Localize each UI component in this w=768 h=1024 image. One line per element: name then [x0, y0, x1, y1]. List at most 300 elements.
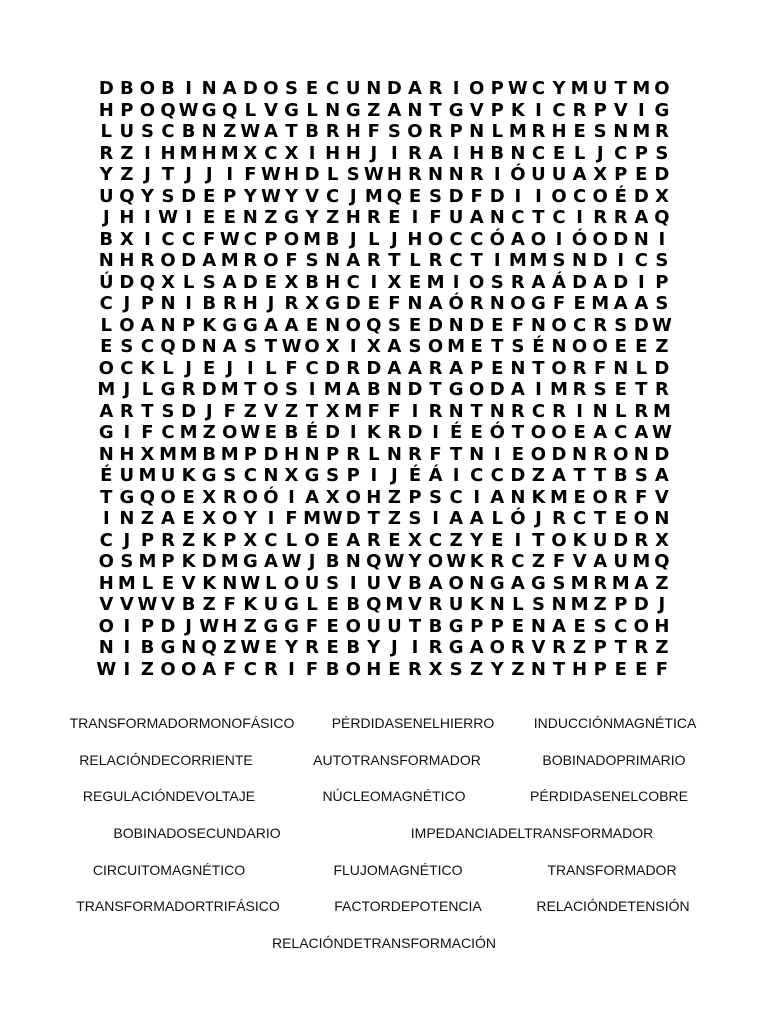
grid-letter[interactable]: R — [490, 551, 505, 572]
grid-letter[interactable]: I — [288, 658, 295, 680]
grid-letter[interactable]: C — [614, 615, 628, 637]
grid-letter[interactable]: E — [203, 185, 216, 207]
grid-letter[interactable]: X — [654, 529, 669, 551]
grid-letter[interactable]: S — [593, 121, 607, 142]
grid-letter[interactable]: I — [123, 615, 131, 637]
grid-letter[interactable]: M — [385, 594, 404, 615]
grid-letter[interactable]: T — [161, 164, 175, 185]
grid-letter[interactable]: E — [388, 529, 401, 551]
grid-letter[interactable]: G — [98, 422, 114, 443]
grid-letter[interactable]: O — [633, 508, 649, 529]
grid-letter[interactable]: Y — [367, 637, 381, 658]
grid-letter[interactable]: R — [428, 250, 443, 271]
grid-letter[interactable]: U — [613, 551, 629, 572]
grid-letter[interactable]: E — [635, 336, 648, 357]
grid-letter[interactable]: A — [346, 250, 361, 271]
grid-letter[interactable]: O — [427, 336, 444, 357]
grid-letter[interactable]: D — [242, 78, 258, 99]
grid-letter[interactable]: I — [432, 508, 439, 529]
grid-letter[interactable]: L — [162, 357, 174, 379]
grid-letter[interactable]: N — [489, 207, 505, 228]
grid-letter[interactable]: C — [449, 486, 463, 508]
grid-letter[interactable]: A — [449, 508, 464, 529]
grid-letter[interactable]: U — [119, 465, 135, 486]
grid-letter[interactable]: N — [633, 228, 649, 250]
grid-letter[interactable]: O — [283, 572, 300, 594]
grid-letter[interactable]: J — [596, 142, 604, 164]
grid-letter[interactable]: N — [345, 551, 361, 572]
grid-letter[interactable]: A — [634, 572, 649, 594]
grid-letter[interactable]: R — [510, 637, 525, 658]
grid-letter[interactable]: C — [181, 228, 196, 250]
grid-letter[interactable]: I — [144, 142, 151, 164]
grid-letter[interactable]: M — [611, 572, 630, 594]
grid-letter[interactable]: M — [220, 551, 239, 572]
grid-letter[interactable]: O — [551, 185, 567, 207]
grid-letter[interactable]: U — [448, 207, 464, 228]
grid-letter[interactable]: Z — [573, 637, 587, 658]
grid-letter[interactable]: D — [242, 271, 258, 293]
grid-letter[interactable]: H — [551, 121, 567, 142]
grid-letter[interactable]: H — [469, 142, 485, 164]
grid-letter[interactable]: N — [119, 508, 135, 529]
grid-letter[interactable]: A — [572, 164, 587, 185]
grid-letter[interactable]: X — [140, 443, 155, 465]
grid-letter[interactable]: O — [160, 486, 176, 508]
grid-letter[interactable]: D — [654, 443, 670, 465]
grid-letter[interactable]: C — [470, 228, 484, 250]
grid-letter[interactable]: W — [384, 551, 405, 572]
grid-letter[interactable]: J — [123, 293, 131, 314]
grid-letter[interactable]: R — [552, 508, 566, 529]
grid-letter[interactable]: N — [263, 465, 279, 486]
grid-letter[interactable]: E — [367, 293, 380, 314]
grid-letter[interactable]: X — [284, 465, 299, 486]
grid-letter[interactable]: C — [99, 293, 113, 314]
grid-letter[interactable]: N — [551, 594, 567, 615]
grid-letter[interactable]: P — [614, 164, 628, 185]
grid-letter[interactable]: S — [285, 78, 298, 99]
grid-letter[interactable]: G — [284, 99, 299, 121]
grid-letter[interactable]: O — [242, 486, 258, 508]
grid-letter[interactable]: O — [427, 228, 444, 250]
grid-letter[interactable]: A — [490, 486, 505, 508]
grid-letter[interactable]: W — [260, 185, 281, 207]
grid-letter[interactable]: P — [593, 658, 607, 680]
grid-letter[interactable]: J — [267, 293, 275, 314]
grid-letter[interactable]: Z — [140, 508, 154, 529]
grid-letter[interactable]: X — [243, 529, 258, 551]
grid-letter[interactable]: X — [284, 142, 299, 164]
grid-letter[interactable]: L — [491, 121, 504, 142]
grid-letter[interactable]: C — [552, 99, 566, 121]
grid-letter[interactable]: W — [363, 164, 384, 185]
grid-letter[interactable]: R — [366, 250, 381, 271]
grid-letter[interactable]: Q — [386, 185, 403, 207]
grid-letter[interactable]: L — [368, 228, 380, 250]
grid-letter[interactable]: E — [491, 314, 504, 336]
grid-letter[interactable]: P — [593, 637, 607, 658]
grid-letter[interactable]: R — [325, 121, 340, 142]
grid-letter[interactable]: I — [123, 422, 131, 443]
grid-letter[interactable]: N — [304, 443, 320, 465]
grid-letter[interactable]: J — [349, 185, 357, 207]
grid-letter[interactable]: N — [201, 121, 217, 142]
grid-letter[interactable]: P — [614, 594, 628, 615]
grid-letter[interactable]: D — [489, 379, 505, 400]
grid-letter[interactable]: I — [576, 207, 583, 228]
grid-letter[interactable]: N — [530, 314, 546, 336]
grid-letter[interactable]: B — [140, 637, 155, 658]
grid-letter[interactable]: C — [326, 78, 340, 99]
grid-letter[interactable]: L — [615, 400, 627, 422]
grid-letter[interactable]: J — [226, 357, 234, 379]
grid-letter[interactable]: W — [281, 551, 302, 572]
grid-letter[interactable]: D — [181, 185, 197, 207]
grid-letter[interactable]: D — [119, 271, 135, 293]
grid-letter[interactable]: X — [202, 508, 217, 529]
grid-letter[interactable]: S — [490, 271, 504, 293]
grid-letter[interactable]: E — [491, 357, 504, 379]
grid-letter[interactable]: Q — [366, 551, 382, 572]
grid-letter[interactable]: M — [303, 228, 322, 250]
grid-letter[interactable]: A — [346, 529, 361, 551]
grid-letter[interactable]: B — [325, 551, 340, 572]
grid-letter[interactable]: Z — [202, 594, 216, 615]
grid-letter[interactable]: Z — [655, 637, 669, 658]
grid-letter[interactable]: É — [614, 185, 627, 207]
grid-letter[interactable]: C — [572, 185, 587, 207]
grid-letter[interactable]: I — [493, 164, 501, 185]
grid-letter[interactable]: M — [179, 443, 198, 465]
grid-letter[interactable]: Z — [449, 529, 463, 551]
grid-letter[interactable]: R — [161, 529, 175, 551]
grid-letter[interactable]: B — [99, 228, 114, 250]
grid-letter[interactable]: J — [123, 529, 131, 551]
grid-letter[interactable]: L — [573, 142, 586, 164]
grid-letter[interactable]: F — [367, 400, 380, 422]
grid-letter[interactable]: B — [346, 637, 361, 658]
grid-letter[interactable]: M — [179, 142, 198, 164]
grid-letter[interactable]: M — [550, 486, 568, 508]
grid-letter[interactable]: C — [120, 357, 134, 379]
grid-letter[interactable]: I — [411, 207, 419, 228]
grid-letter[interactable]: N — [448, 164, 464, 185]
grid-letter[interactable]: B — [346, 594, 361, 615]
grid-letter[interactable]: E — [388, 658, 401, 680]
grid-letter[interactable]: E — [614, 508, 627, 529]
grid-letter[interactable]: C — [490, 465, 504, 486]
grid-letter[interactable]: Ó — [510, 508, 526, 529]
grid-letter[interactable]: C — [470, 465, 484, 486]
grid-letter[interactable]: I — [514, 529, 522, 551]
grid-letter[interactable]: G — [284, 615, 299, 637]
grid-letter[interactable]: T — [429, 379, 442, 400]
grid-letter[interactable]: D — [407, 422, 423, 443]
grid-letter[interactable]: T — [614, 78, 627, 99]
grid-letter[interactable]: Y — [552, 78, 566, 99]
grid-letter[interactable]: S — [655, 250, 669, 271]
grid-letter[interactable]: V — [161, 594, 175, 615]
grid-letter[interactable]: O — [119, 314, 135, 336]
grid-letter[interactable]: S — [305, 250, 319, 271]
grid-letter[interactable]: D — [263, 443, 279, 465]
grid-letter[interactable]: D — [572, 271, 588, 293]
grid-letter[interactable]: E — [573, 615, 586, 637]
grid-letter[interactable]: U — [119, 121, 135, 142]
grid-letter[interactable]: K — [366, 422, 381, 443]
grid-letter[interactable]: A — [305, 486, 320, 508]
grid-letter[interactable]: B — [613, 465, 628, 486]
grid-letter[interactable]: Z — [655, 572, 669, 594]
grid-letter[interactable]: S — [387, 121, 401, 142]
grid-letter[interactable]: I — [308, 142, 316, 164]
grid-letter[interactable]: D — [633, 185, 649, 207]
grid-letter[interactable]: C — [572, 314, 587, 336]
grid-letter[interactable]: V — [99, 594, 114, 615]
grid-letter[interactable]: A — [387, 99, 402, 121]
grid-letter[interactable]: X — [305, 293, 320, 314]
grid-letter[interactable]: P — [120, 99, 134, 121]
grid-letter[interactable]: B — [181, 594, 196, 615]
grid-letter[interactable]: D — [181, 250, 197, 271]
grid-letter[interactable]: S — [326, 572, 340, 594]
grid-letter[interactable]: O — [551, 314, 567, 336]
grid-letter[interactable]: M — [652, 400, 671, 422]
grid-letter[interactable]: G — [489, 572, 505, 594]
grid-letter[interactable]: A — [469, 207, 484, 228]
grid-letter[interactable]: F — [223, 400, 236, 422]
grid-letter[interactable]: H — [345, 142, 361, 164]
grid-letter[interactable]: E — [305, 78, 319, 99]
grid-letter[interactable]: P — [470, 615, 484, 637]
grid-letter[interactable]: V — [407, 594, 422, 615]
grid-letter[interactable]: D — [181, 400, 197, 422]
grid-letter[interactable]: R — [408, 164, 422, 185]
grid-letter[interactable]: M — [426, 271, 445, 293]
grid-letter[interactable]: O — [633, 615, 649, 637]
grid-letter[interactable]: H — [222, 615, 238, 637]
grid-letter[interactable]: F — [511, 314, 524, 336]
grid-letter[interactable]: E — [635, 164, 648, 185]
grid-letter[interactable]: I — [308, 379, 316, 400]
grid-letter[interactable]: Y — [284, 637, 299, 658]
grid-letter[interactable]: V — [613, 99, 628, 121]
grid-letter[interactable]: K — [202, 572, 217, 594]
grid-letter[interactable]: T — [388, 250, 401, 271]
grid-letter[interactable]: H — [283, 443, 300, 465]
grid-letter[interactable]: A — [593, 271, 608, 293]
grid-letter[interactable]: E — [326, 529, 339, 551]
grid-letter[interactable]: N — [325, 250, 341, 271]
grid-letter[interactable]: R — [346, 443, 361, 465]
grid-letter[interactable]: I — [144, 207, 151, 228]
grid-letter[interactable]: Z — [223, 121, 237, 142]
grid-letter[interactable]: W — [240, 121, 261, 142]
grid-letter[interactable]: Z — [593, 594, 607, 615]
grid-letter[interactable]: X — [593, 164, 608, 185]
grid-letter[interactable]: Y — [408, 551, 422, 572]
grid-letter[interactable]: U — [387, 615, 402, 637]
grid-letter[interactable]: N — [325, 314, 341, 336]
grid-letter[interactable]: U — [304, 572, 320, 594]
grid-letter[interactable]: N — [160, 314, 176, 336]
grid-letter[interactable]: Q — [366, 594, 382, 615]
grid-letter[interactable]: X — [119, 228, 134, 250]
grid-letter[interactable]: O — [551, 357, 567, 379]
grid-letter[interactable]: C — [243, 228, 257, 250]
grid-letter[interactable]: M — [220, 250, 239, 271]
grid-letter[interactable]: F — [552, 551, 566, 572]
grid-letter[interactable]: Á — [552, 271, 566, 293]
grid-letter[interactable]: A — [510, 228, 525, 250]
grid-letter[interactable]: T — [244, 379, 257, 400]
grid-letter[interactable]: C — [552, 207, 566, 228]
grid-letter[interactable]: É — [532, 336, 545, 357]
grid-letter[interactable]: E — [305, 314, 319, 336]
grid-letter[interactable]: Q — [654, 551, 670, 572]
grid-letter[interactable]: S — [120, 336, 134, 357]
grid-letter[interactable]: K — [140, 357, 155, 379]
grid-letter[interactable]: E — [100, 336, 113, 357]
grid-letter[interactable]: D — [201, 379, 217, 400]
grid-letter[interactable]: Ú — [98, 271, 114, 293]
grid-letter[interactable]: R — [284, 293, 299, 314]
grid-letter[interactable]: R — [469, 164, 484, 185]
grid-letter[interactable]: E — [182, 508, 195, 529]
grid-letter[interactable]: P — [140, 293, 155, 314]
grid-letter[interactable]: Q — [222, 99, 238, 121]
grid-letter[interactable]: S — [408, 336, 422, 357]
grid-letter[interactable]: N — [551, 336, 567, 357]
grid-letter[interactable]: Ó — [489, 228, 505, 250]
grid-letter[interactable]: S — [223, 465, 237, 486]
grid-letter[interactable]: K — [181, 551, 196, 572]
grid-letter[interactable]: É — [100, 465, 113, 486]
grid-letter[interactable]: F — [594, 357, 607, 379]
grid-letter[interactable]: A — [552, 465, 566, 486]
grid-letter[interactable]: R — [243, 250, 258, 271]
grid-letter[interactable]: N — [572, 443, 588, 465]
grid-letter[interactable]: I — [452, 78, 460, 99]
grid-letter[interactable]: X — [408, 529, 422, 551]
grid-letter[interactable]: N — [448, 314, 464, 336]
grid-letter[interactable]: W — [137, 594, 158, 615]
grid-letter[interactable]: R — [119, 400, 134, 422]
grid-letter[interactable]: F — [635, 486, 648, 508]
grid-letter[interactable]: I — [185, 207, 192, 228]
grid-letter[interactable]: E — [470, 422, 483, 443]
grid-letter[interactable]: O — [98, 357, 114, 379]
grid-letter[interactable]: P — [470, 357, 484, 379]
grid-letter[interactable]: G — [201, 99, 217, 121]
grid-letter[interactable]: X — [161, 271, 175, 293]
grid-letter[interactable]: A — [510, 379, 525, 400]
grid-letter[interactable]: D — [654, 164, 670, 185]
grid-letter[interactable]: V — [572, 551, 587, 572]
grid-letter[interactable]: A — [449, 357, 464, 379]
grid-letter[interactable]: A — [634, 422, 649, 443]
grid-letter[interactable]: X — [325, 486, 340, 508]
grid-letter[interactable]: P — [243, 443, 257, 465]
grid-letter[interactable]: M — [508, 121, 527, 142]
grid-letter[interactable]: A — [284, 314, 299, 336]
grid-letter[interactable]: T — [408, 615, 422, 637]
grid-letter[interactable]: Y — [470, 529, 484, 551]
grid-letter[interactable]: W — [651, 422, 672, 443]
grid-letter[interactable]: Z — [326, 207, 340, 228]
grid-letter[interactable]: U — [366, 572, 382, 594]
grid-letter[interactable]: G — [304, 465, 320, 486]
grid-letter[interactable]: T — [141, 400, 154, 422]
grid-letter[interactable]: I — [288, 486, 295, 508]
grid-letter[interactable]: X — [325, 400, 340, 422]
grid-letter[interactable]: E — [264, 637, 278, 658]
grid-letter[interactable]: G — [119, 486, 135, 508]
grid-letter[interactable]: I — [185, 78, 192, 99]
grid-letter[interactable]: Z — [367, 99, 381, 121]
grid-letter[interactable]: R — [263, 658, 278, 680]
grid-letter[interactable]: B — [284, 422, 299, 443]
grid-letter[interactable]: C — [614, 142, 628, 164]
grid-letter[interactable]: N — [407, 293, 423, 314]
grid-letter[interactable]: S — [429, 486, 443, 508]
grid-letter[interactable]: R — [654, 121, 669, 142]
grid-letter[interactable]: I — [452, 465, 460, 486]
grid-letter[interactable]: D — [325, 357, 341, 379]
grid-letter[interactable]: S — [140, 121, 154, 142]
grid-letter[interactable]: A — [263, 551, 278, 572]
grid-letter[interactable]: W — [199, 615, 220, 637]
grid-letter[interactable]: L — [141, 379, 154, 400]
grid-letter[interactable]: P — [593, 99, 607, 121]
grid-letter[interactable]: H — [201, 142, 217, 164]
grid-letter[interactable]: G — [325, 293, 341, 314]
grid-letter[interactable]: T — [635, 379, 648, 400]
grid-letter[interactable]: O — [160, 250, 176, 271]
grid-letter[interactable]: Ó — [571, 228, 588, 250]
grid-letter[interactable]: U — [531, 164, 546, 185]
grid-letter[interactable]: F — [244, 164, 257, 185]
grid-letter[interactable]: G — [531, 572, 546, 594]
grid-letter[interactable]: R — [408, 142, 422, 164]
grid-letter[interactable]: I — [349, 336, 357, 357]
grid-letter[interactable]: F — [223, 594, 236, 615]
grid-letter[interactable]: J — [205, 400, 213, 422]
grid-letter[interactable]: V — [654, 486, 669, 508]
grid-letter[interactable]: A — [634, 207, 649, 228]
grid-letter[interactable]: E — [511, 443, 524, 465]
grid-letter[interactable]: N — [489, 400, 505, 422]
grid-letter[interactable]: R — [408, 443, 422, 465]
grid-letter[interactable]: Z — [140, 658, 154, 680]
grid-letter[interactable]: Ó — [510, 164, 526, 185]
grid-letter[interactable]: M — [220, 142, 239, 164]
grid-letter[interactable]: E — [491, 529, 504, 551]
grid-letter[interactable]: I — [452, 142, 460, 164]
grid-letter[interactable]: N — [469, 572, 485, 594]
grid-letter[interactable]: E — [203, 357, 216, 379]
grid-letter[interactable]: X — [284, 271, 299, 293]
grid-letter[interactable]: P — [161, 551, 175, 572]
grid-letter[interactable]: C — [531, 78, 546, 99]
grid-letter[interactable]: F — [305, 615, 319, 637]
grid-letter[interactable]: S — [161, 400, 175, 422]
grid-letter[interactable]: U — [263, 594, 279, 615]
grid-letter[interactable]: E — [161, 572, 175, 594]
grid-letter[interactable]: E — [573, 486, 586, 508]
grid-letter[interactable]: S — [449, 658, 463, 680]
